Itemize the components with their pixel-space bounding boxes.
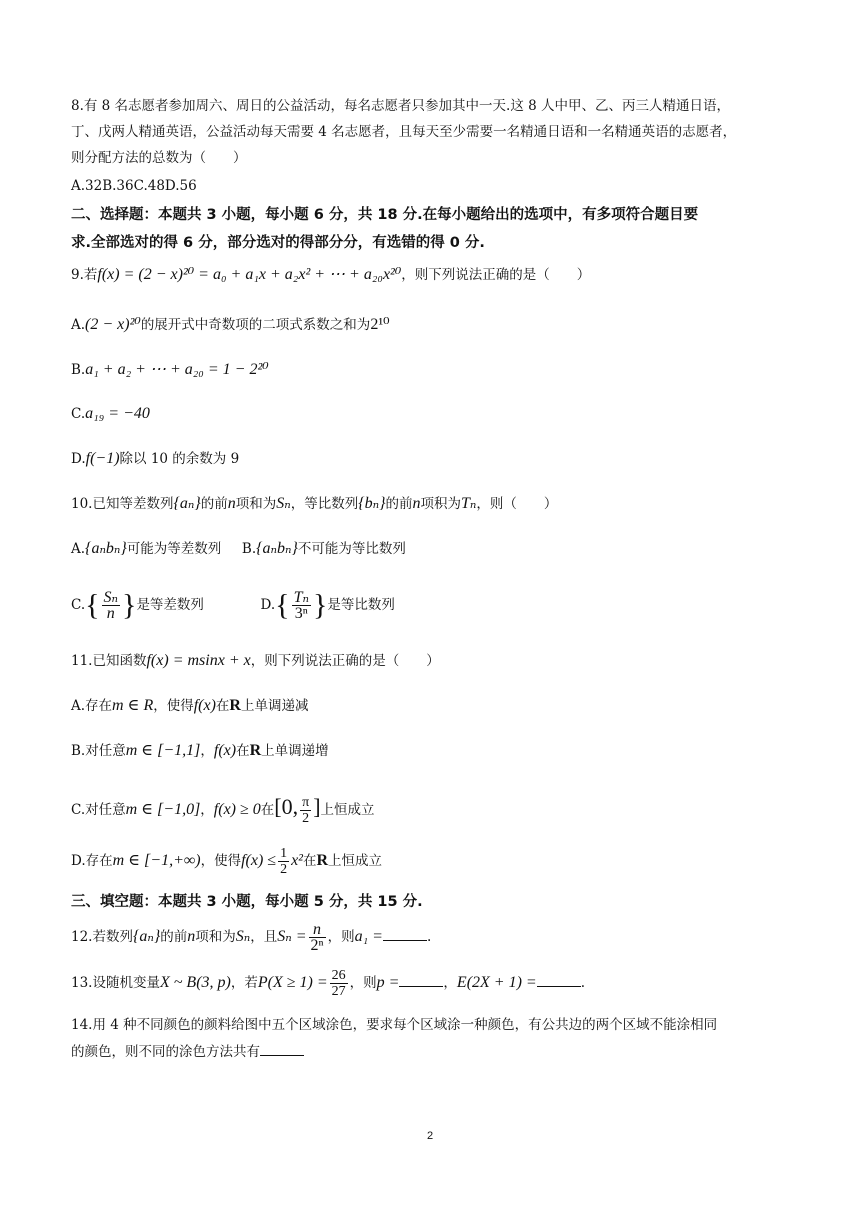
q13-text: . [580, 975, 586, 991]
q10-text: 项积为 [420, 496, 462, 512]
q9-prefix: 9.若 [71, 267, 98, 283]
fraction-denominator: 27 [331, 984, 346, 999]
option-math: R [229, 697, 241, 714]
q11-option-a [71, 696, 808, 716]
option-text: ， [200, 743, 214, 759]
option-text: 在 [302, 853, 317, 869]
q12-text: ，则 [327, 929, 355, 945]
left-brace: { [85, 588, 100, 622]
q10-math: Sₙ [276, 495, 291, 512]
option-text: 上恒成立 [328, 853, 383, 869]
q9-option-a [71, 315, 808, 335]
answer-blank [399, 972, 443, 987]
q8-options: A.32B.36C.48D.56 [71, 178, 197, 194]
option-text: 上单调递减 [240, 698, 309, 714]
q12-text: . [426, 929, 432, 945]
q9-option-c [71, 404, 808, 424]
q13-stem [71, 960, 808, 1006]
option-label: D. [71, 451, 86, 467]
option-label: A. [71, 541, 86, 557]
q10-math: n [412, 495, 421, 512]
option-math: 2¹⁰ [370, 316, 390, 333]
right-brace: } [122, 588, 137, 622]
q9-option-d [71, 449, 808, 469]
q13-text: ，若 [230, 975, 258, 991]
option-math: f(x) [193, 697, 216, 714]
right-brace: } [312, 588, 328, 622]
fraction-numerator: π [302, 795, 310, 810]
q8-line-1: 8.有 8 名志愿者参加周六、周日的公益活动，每名志愿者只参加其中一天.这 8 人中甲、乙、丙三人精通日语， [71, 98, 731, 114]
option-math: a₁ + a₂ + ⋯ + a₂₀ = 1 − 2²⁰ [85, 361, 269, 378]
q10-math: {bₙ} [358, 495, 386, 512]
answer-blank [537, 972, 581, 987]
option-math: a₁₉ = −40 [85, 405, 150, 422]
option-text: 上恒成立 [320, 802, 375, 818]
fraction-numerator: n [309, 922, 326, 938]
fraction-numerator: 1 [280, 846, 288, 861]
q9-formula: f(x) = (2 − x)²⁰ = a₀ + a₁x + a₂x² + ⋯ + a₂₀x²⁰ [97, 266, 402, 283]
option-label: B.对任意 [71, 743, 126, 759]
q11-stem [71, 651, 808, 671]
option-label: C. [71, 597, 86, 613]
page-number: 2 [426, 1130, 434, 1142]
option-label: D.存在 [71, 853, 113, 869]
q10-text: 的前 [200, 496, 228, 512]
q10-options-cd [71, 580, 808, 631]
option-text: 在 [260, 802, 275, 818]
q12-text: ，且 [250, 929, 278, 945]
option-text: 上单调递增 [261, 743, 329, 759]
fraction [300, 795, 311, 826]
section-2-heading-line-2: 求.全部选对的得 6 分，部分选对的得部分分，有选错的得 0 分. [71, 235, 485, 251]
q12-math: Sₙ [235, 928, 251, 945]
q10-text: 10.已知等差数列 [71, 496, 174, 512]
option-label: B. [241, 541, 257, 557]
option-text: ， [200, 802, 214, 818]
q10-text: 的前 [385, 496, 413, 512]
q10-text: ，则（ ） [476, 496, 558, 512]
q10-math: n [227, 495, 236, 512]
option-math: f(−1) [85, 450, 120, 467]
option-math: x² [291, 852, 303, 869]
option-math: m ∈ R [112, 697, 154, 714]
q11-option-c [71, 782, 808, 835]
option-math: m ∈ [−1,1] [125, 742, 201, 759]
fraction-numerator: Sₙ [103, 589, 119, 606]
answer-blank [383, 926, 427, 941]
fraction-denominator: 3ⁿ [294, 605, 308, 622]
fraction [278, 846, 289, 877]
q10-text: 项和为 [235, 496, 277, 512]
option-label: A.存在 [71, 698, 113, 714]
q10-text: ，等比数列 [290, 496, 359, 512]
q11-option-d [71, 838, 808, 884]
option-text: ，使得 [200, 853, 242, 869]
option-label: B. [71, 362, 86, 378]
q10-options-ab [71, 539, 808, 559]
option-math: {aₙbₙ} [85, 540, 127, 557]
fraction [292, 590, 311, 621]
option-math: (2 − x)²⁰ [85, 316, 141, 333]
q8-line-2: 丁、戊两人精通英语，公益活动每天需要 4 名志愿者，且每天至少需要一名精通日语和一名精通英语的志愿者， [71, 124, 737, 140]
answer-blank [260, 1041, 304, 1056]
option-text: 除以 10 的余数为 9 [119, 451, 240, 467]
q12-stem [71, 914, 808, 960]
q12-math: Sₙ = [277, 928, 307, 945]
q12-math: n [187, 928, 196, 945]
section-2-heading-line-1: 二、选择题：本题共 3 小题，每小题 6 分，共 18 分.在每小题给出的选项中，有多项符合题目要 [71, 207, 699, 223]
option-text: 是等比数列 [327, 597, 395, 613]
option-label: D. [260, 597, 276, 613]
q11-option-b [71, 741, 808, 761]
q9-stem [71, 265, 808, 285]
q12-text: 项和为 [195, 929, 236, 945]
option-math: f(x) ≤ [241, 852, 277, 869]
q13-math: P(X ≥ 1) = [257, 974, 328, 991]
option-math: f(x) ≥ 0 [213, 801, 261, 818]
option-math: f(x) [213, 742, 237, 759]
q9-suffix: ，则下列说法正确的是（ ） [401, 267, 591, 283]
option-math: R [249, 742, 262, 759]
q13-text: ， [443, 975, 457, 991]
q12-math: {aₙ} [132, 928, 161, 945]
q11-formula: f(x) = msinx + x [146, 652, 251, 669]
option-math: m ∈ [−1,+∞) [112, 852, 201, 869]
fraction-denominator: n [106, 605, 115, 622]
option-text: 在 [236, 743, 250, 759]
q11-text: ，则下列说法正确的是（ ） [250, 653, 440, 669]
q12-text: 12.若数列 [71, 929, 133, 945]
fraction [309, 922, 326, 953]
left-brace: { [275, 588, 290, 622]
q14-line-1: 14.用 4 种不同颜色的颜料给图中五个区域涂色，要求每个区域涂一种颜色，有公共边的两个区域不能涂相同 [71, 1017, 718, 1033]
section-3-heading: 三、填空题：本题共 3 小题，每小题 5 分，共 15 分. [71, 894, 423, 910]
q12-text: 的前 [160, 929, 188, 945]
q10-stem [71, 494, 808, 514]
option-label: C. [71, 406, 86, 422]
q10-math: Tₙ [461, 495, 477, 512]
option-text: 在 [215, 698, 230, 714]
interval-left: [0, [274, 794, 299, 819]
q11-text: 11.已知函数 [71, 653, 147, 669]
option-math: m ∈ [−1,0] [125, 801, 201, 818]
interval-right: ] [313, 794, 321, 819]
fraction-numerator: Tₙ [293, 589, 309, 606]
q12-math: a₁ = [354, 928, 383, 945]
option-math: R [316, 852, 329, 869]
option-math: {aₙbₙ} [256, 540, 298, 557]
q14-line-2 [71, 1041, 808, 1062]
option-text: 可能为等差数列 [126, 541, 222, 557]
q13-math: p = [376, 974, 400, 991]
q8-line-3: 则分配方法的总数为（ ） [71, 150, 247, 166]
q13-math: E(2X + 1) = [456, 974, 537, 991]
option-text: 的展开式中奇数项的二项式系数之和为 [140, 317, 371, 333]
option-label: A. [71, 317, 86, 333]
fraction-denominator: 2 [280, 862, 288, 877]
q13-text: 13.设随机变量 [71, 975, 160, 991]
option-label: C.对任意 [71, 802, 126, 818]
fraction-numerator: 26 [331, 968, 346, 983]
option-text: 是等差数列 [136, 597, 204, 613]
q9-option-b [71, 360, 808, 380]
option-text: ，使得 [153, 698, 194, 714]
q14-text: 的颜色，则不同的涂色方法共有 [71, 1044, 260, 1060]
q10-math: {aₙ} [173, 495, 201, 512]
fraction [330, 968, 348, 999]
fraction [102, 590, 120, 621]
option-text: 不可能为等比数列 [297, 541, 406, 557]
q13-math: X ~ B(3, p) [159, 974, 231, 991]
fraction-denominator: 2 [302, 811, 310, 826]
fraction-denominator: 2ⁿ [310, 937, 324, 954]
q13-text: ，则 [349, 975, 377, 991]
